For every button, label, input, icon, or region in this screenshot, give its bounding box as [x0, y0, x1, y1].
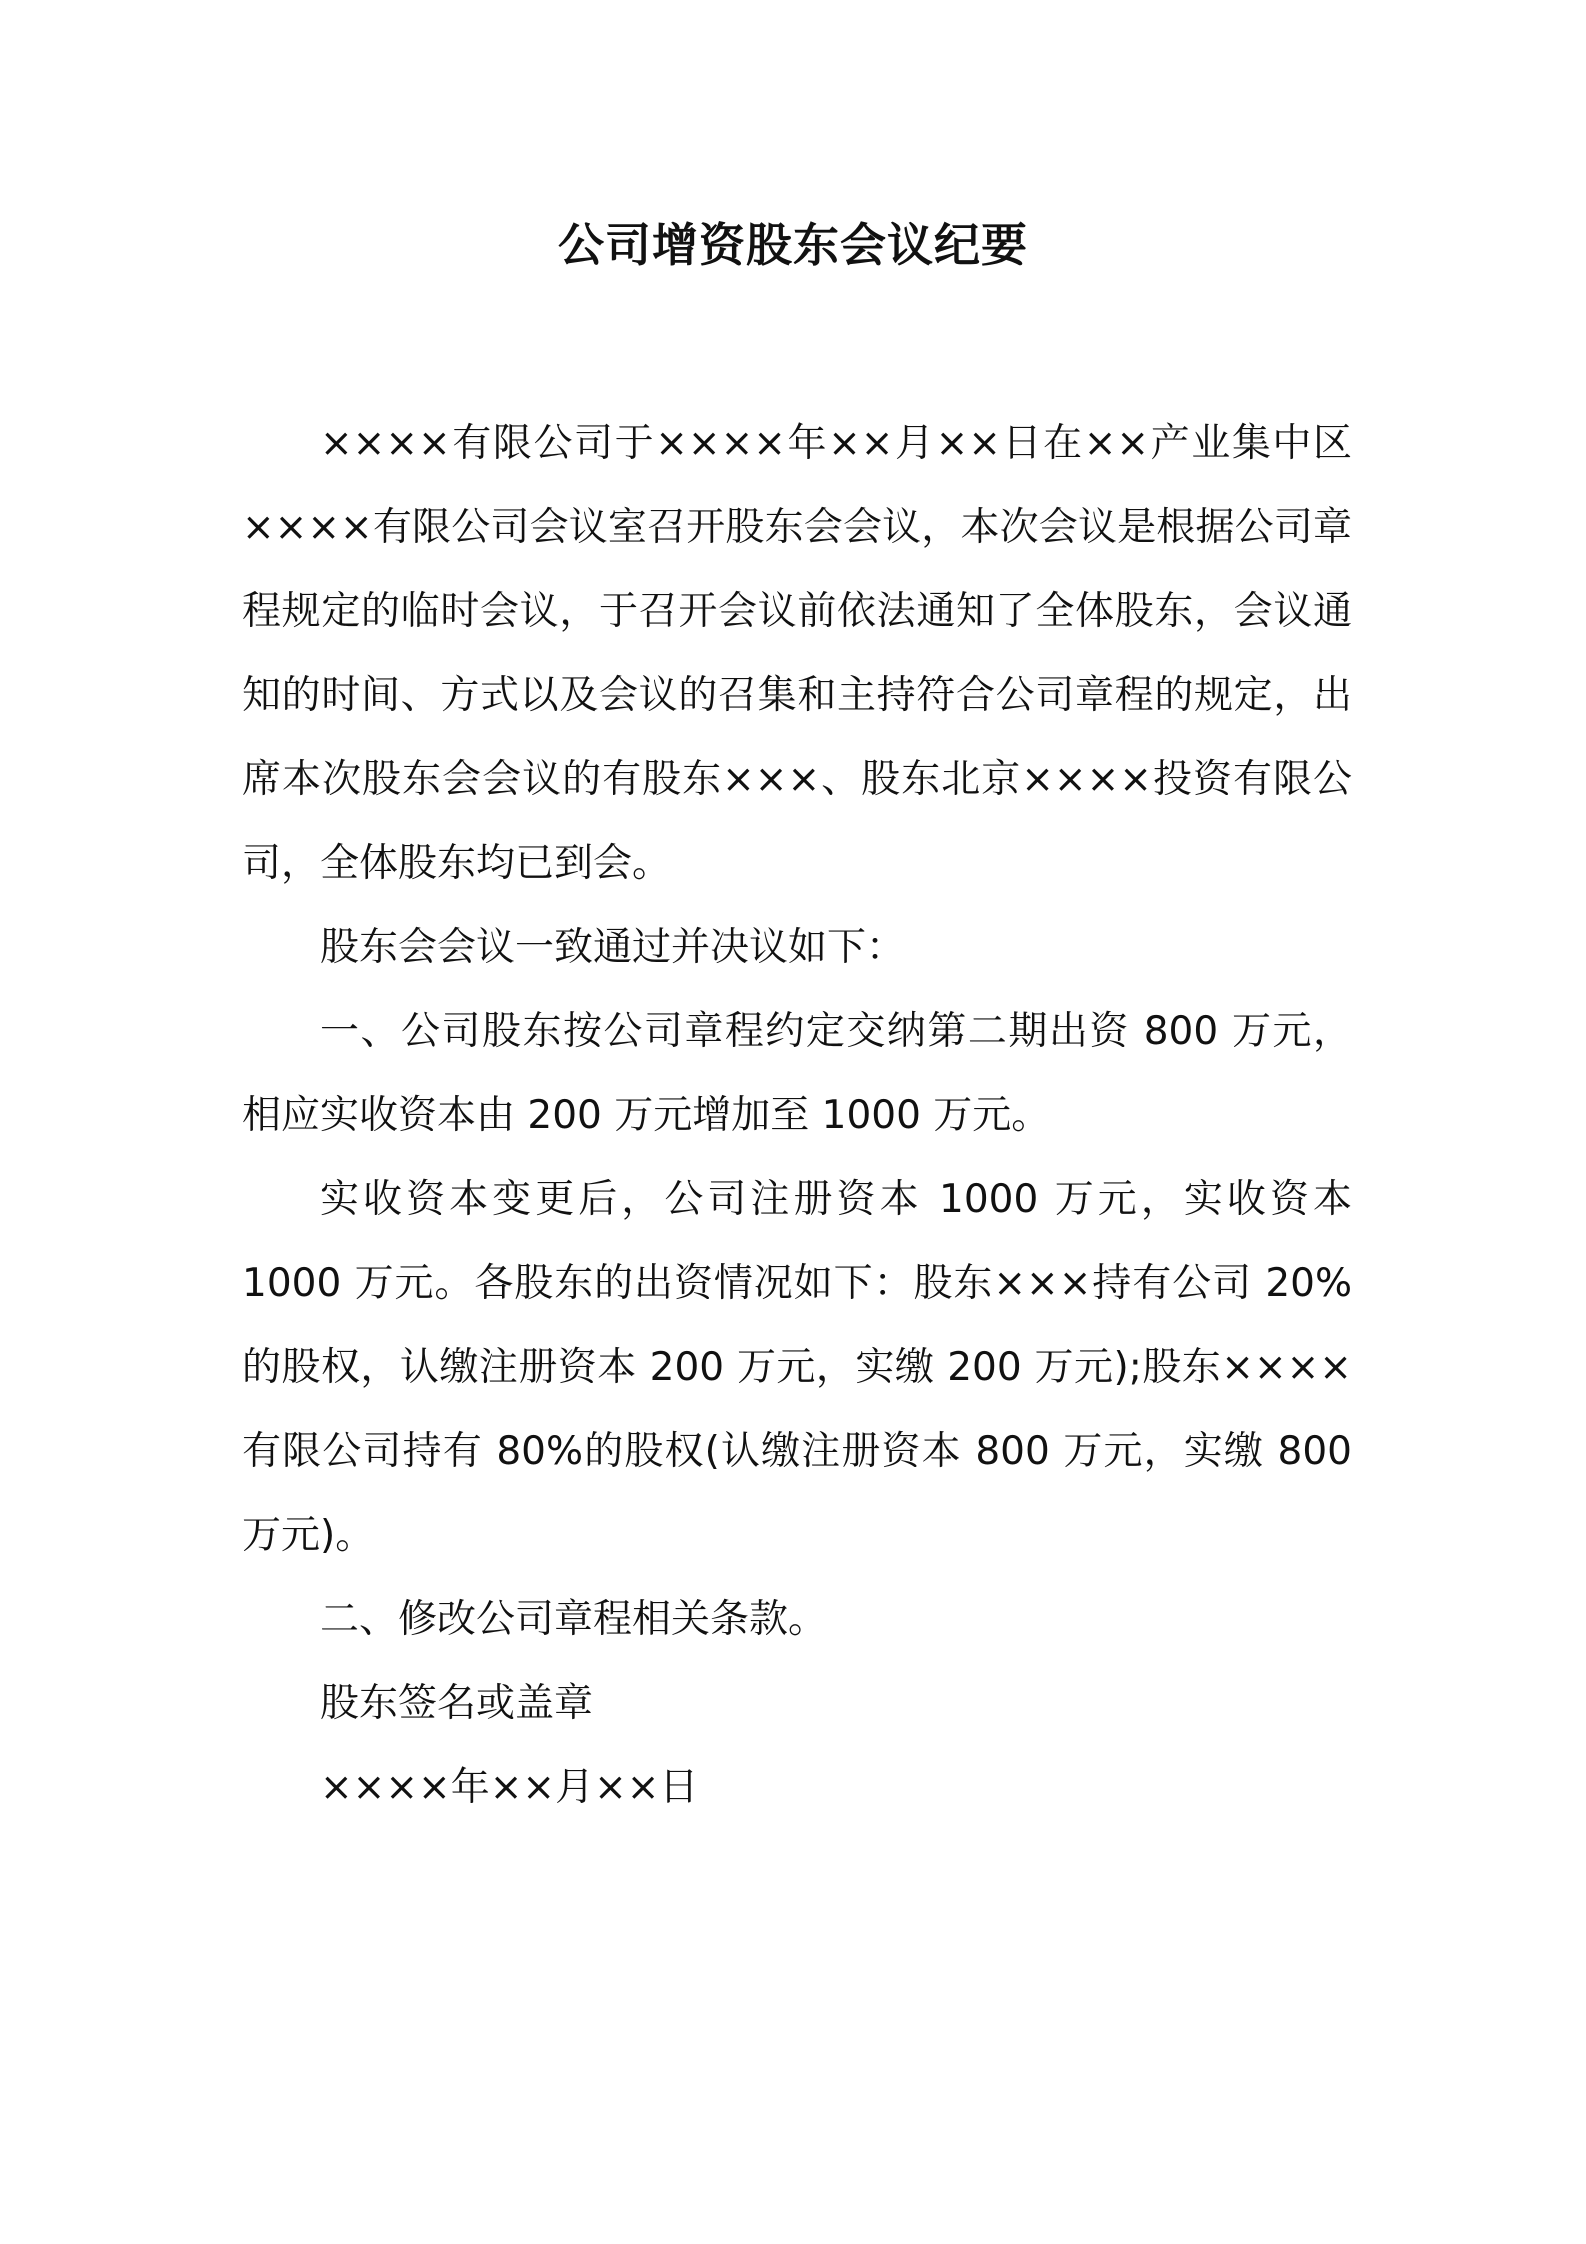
resolution-lead-paragraph: 股东会会议一致通过并决议如下：	[320, 925, 906, 970]
document-body	[242, 402, 1352, 1830]
resolution-item-two: 二、修改公司章程相关条款。	[320, 1597, 828, 1642]
signature-line: 股东签名或盖章	[320, 1681, 594, 1726]
resolution-item-one: 一、公司股东按公司章程约定交纳第二期出资 800 万元，相应实收资本由 200 万元增加至 1000 万元。	[242, 1009, 1352, 1138]
date-line: ××××年××月××日	[320, 1765, 699, 1810]
meeting-intro-paragraph: ××××有限公司于××××年××月××日在××产业集中区××××有限公司会议室召开股东会会议，本次会议是根据公司章程规定的临时会议，于召开会议前依法通知了全体股东，会议通知的时间、方式以及会议的召集和主持符合公司章程的规定，出席本次股东会会议的有股东×××、股东北京××××投资有限公司，全体股东均已到会。	[242, 421, 1352, 886]
document-title: 公司增资股东会议纪要	[558, 218, 1028, 272]
capital-details-paragraph: 实收资本变更后，公司注册资本 1000 万元，实收资本 1000 万元。各股东的出资情况如下：股东×××持有公司 20%的股权，认缴注册资本 200 万元，实缴 200 万元);股东××××有限公司持有 80%的股权(认缴注册资本 800 万元，实缴 800 万元)。	[242, 1177, 1352, 1558]
